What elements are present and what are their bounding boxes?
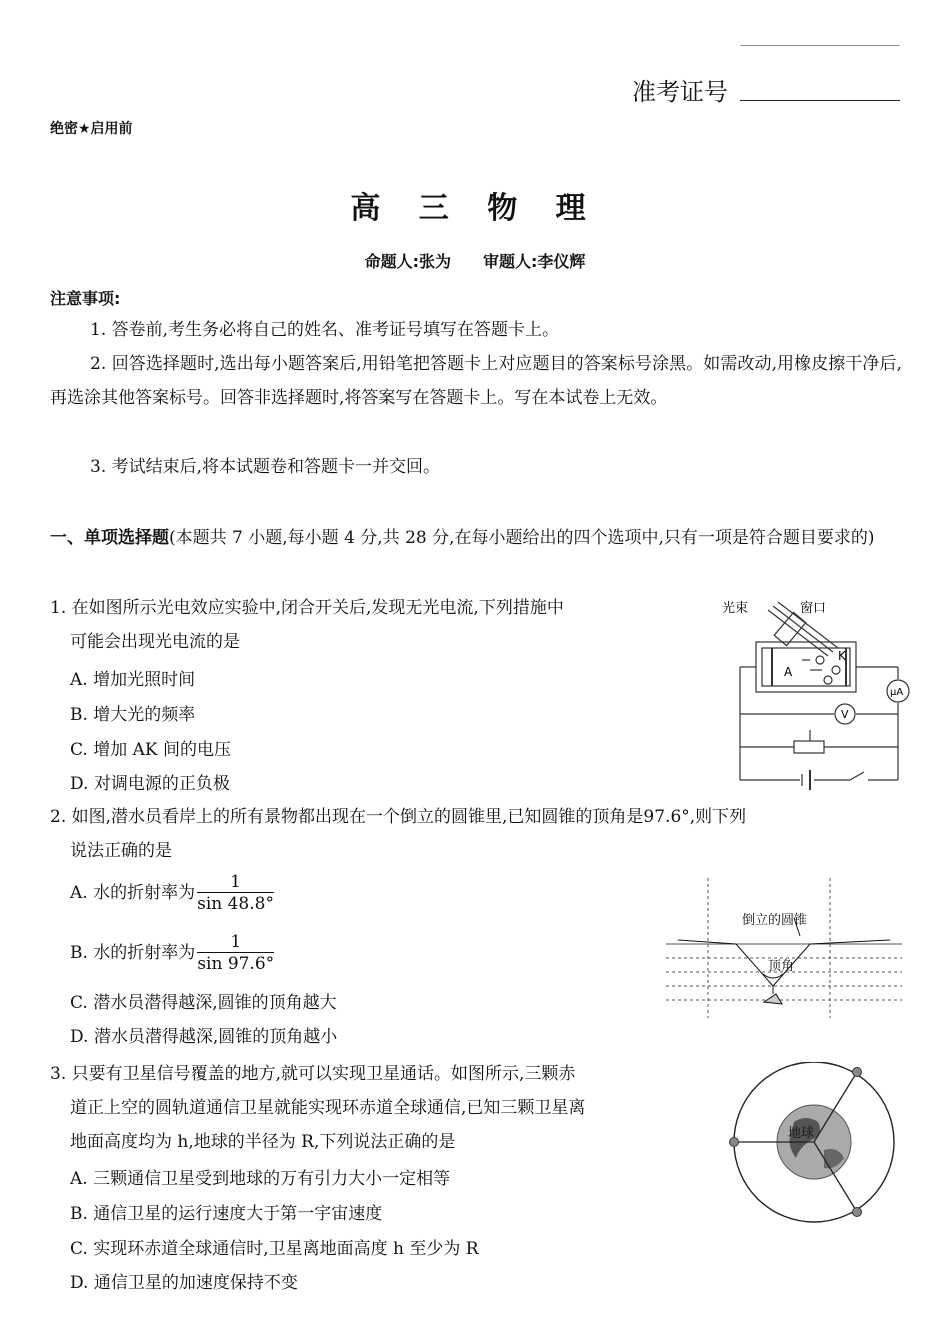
q2-option-c[interactable]: C. 潜水员潜得越深,圆锥的顶角越大 [70,993,337,1013]
q3-stem-line1: 3. 只要有卫星信号覆盖的地方,就可以实现卫星通话。如图所示,三颗赤 [50,1064,576,1084]
q3-option-a[interactable]: A. 三颗通信卫星受到地球的万有引力大小一定相等 [70,1169,451,1189]
q1-option-c[interactable]: C. 增加 AK 间的电压 [70,740,231,760]
notice-item-1: 1. 答卷前,考生务必将自己的姓名、准考证号填写在答题卡上。 [90,320,560,340]
q2-a-denominator: sin 48.8° [197,894,274,914]
fig-window-label: 窗口 [800,601,827,616]
notice-item-2: 2. 回答选择题时,选出每小题答案后,用铅笔把答题卡上对应题目的答案标号涂黑。如需改动,用橡皮擦干净后,再选涂其他答案标号。回答非选择题时,将答案写在答题卡上。写在本试卷上无效。 [50,354,902,408]
fig-microammeter-label: μA [890,687,904,698]
q2-option-a-text: A. 水的折射率为 [70,883,196,903]
q1-option-a[interactable]: A. 增加光照时间 [70,670,196,690]
q1-option-b[interactable]: B. 增大光的频率 [70,705,196,725]
q2-b-numerator: 1 [197,932,274,953]
q1-stem-line2: 可能会出现光电流的是 [70,632,240,652]
satellite-icon [730,1138,739,1147]
secret-label: 绝密★启用前 [50,121,133,137]
q3-option-d[interactable]: D. 通信卫星的加速度保持不变 [70,1273,298,1293]
q2-stem-line2: 说法正确的是 [70,841,172,861]
q2-option-a-fraction [197,872,274,915]
q3-option-b[interactable]: B. 通信卫星的运行速度大于第一宇宙速度 [70,1204,383,1224]
q2-option-b-text: B. 水的折射率为 [70,943,196,963]
fig-anode-label: A [784,665,793,679]
top-rule [740,45,900,46]
fig-beam-label: 光束 [722,601,749,616]
authors-line: 命题人:张为 审题人:李仪辉 [364,252,586,271]
photoelectric-circuit-figure [710,592,910,792]
section-title: 一、单项选择题 [50,528,169,548]
fig-cathode-label: K [838,649,846,663]
q3-stem-line2: 道正上空的圆轨道通信卫星就能实现环赤道全球通信,已知三颗卫星离 [70,1098,586,1118]
admission-number-label: 准考证号 [632,78,728,106]
q2-a-numerator: 1 [197,872,274,893]
page-title: 高 三 物 理 [350,191,600,226]
q2-option-a[interactable] [70,872,274,915]
admission-number-field[interactable] [740,100,900,101]
satellite-icon [853,1068,862,1077]
q1-option-d[interactable]: D. 对调电源的正负极 [70,774,230,794]
q1-stem-line1: 1. 在如图所示光电效应实验中,闭合开关后,发现无光电流,下列措施中 [50,598,564,618]
notice-item-3: 3. 考试结束后,将本试题卷和答题卡一并交回。 [90,457,441,477]
satellite-icon [853,1208,862,1217]
q2-option-d[interactable]: D. 潜水员潜得越深,圆锥的顶角越小 [70,1027,338,1047]
satellite-orbit-figure [726,1062,918,1226]
q3-option-c[interactable]: C. 实现环赤道全球通信时,卫星离地面高度 h 至少为 R [70,1239,479,1259]
q3-stem-line3: 地面高度均为 h,地球的半径为 R,下列说法正确的是 [70,1132,456,1152]
q2-stem-line1: 2. 如图,潜水员看岸上的所有景物都出现在一个倒立的圆锥里,已知圆锥的顶角是97.6°,则下列 [50,807,747,827]
section-heading [50,522,902,555]
section-description: (本题共 7 小题,每小题 4 分,共 28 分,在每小题给出的四个选项中,只有一项是符合题目要求的) [169,528,875,548]
notice-heading: 注意事项: [50,289,121,308]
q2-b-denominator: sin 97.6° [197,954,275,974]
q2-option-b[interactable] [70,932,274,975]
fig-voltmeter-label: V [841,708,849,721]
diver-cone-figure [664,878,904,1018]
q2-option-b-fraction [197,932,274,975]
fig-apex-label: 顶角 [768,959,795,974]
fig-earth-label: 地球 [788,1126,815,1141]
fig-cone-label: 倒立的圆锥 [742,913,808,928]
